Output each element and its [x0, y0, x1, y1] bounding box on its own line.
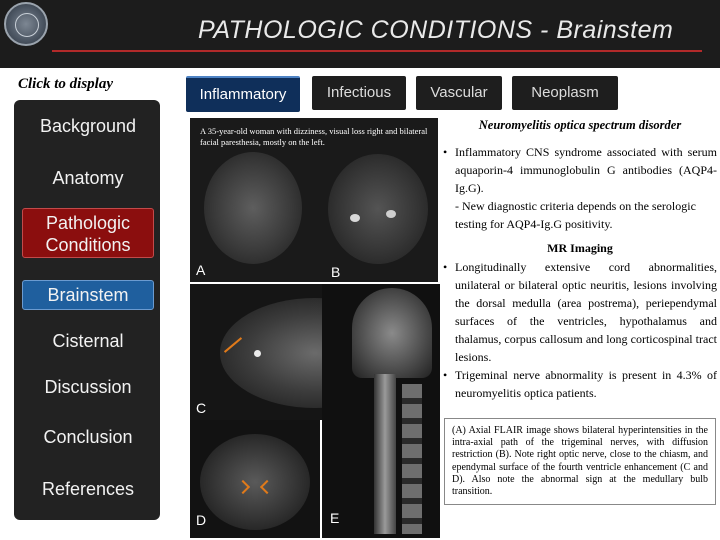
bullet-mri-findings: • Longitudinally extensive cord abnormalities, unilateral or bilateral optic neuritis, lesions involving the dorsal medulla (area postrema), periependymal surfaces of the ventricles, hypothalamus and thalamus, corpus callosum and long corticospinal tract lesions. — [443, 258, 717, 366]
sidebar-item-anatomy[interactable]: Anatomy — [22, 166, 154, 190]
sidebar-item-background[interactable]: Background — [22, 114, 154, 138]
bullet-syndrome: • Inflammatory CNS syndrome associated with serum aquaporin-4 immunoglobulin G antibodies (AQP4-Ig.G). — [443, 143, 717, 197]
institution-logo — [4, 2, 48, 46]
image-label-a: A — [196, 262, 206, 278]
tab-inflammatory[interactable]: Inflammatory — [186, 76, 300, 112]
image-label-c: C — [196, 400, 207, 416]
page-title: PATHOLOGIC CONDITIONS - Brainstem — [198, 16, 674, 44]
sidebar-item-brainstem[interactable]: Brainstem — [22, 280, 154, 310]
title-bar — [0, 0, 720, 68]
sidebar-item-pathologic-conditions[interactable]: Pathologic Conditions — [22, 208, 154, 258]
case-caption: A 35-year-old woman with dizziness, visual loss right and bilateral facial paresthesia, mostly on the left. — [200, 126, 428, 147]
mri-axial-enhanced-panel-d — [190, 420, 320, 538]
sidebar-item-cisternal[interactable]: Cisternal — [22, 328, 154, 354]
tab-neoplasm[interactable]: Neoplasm — [512, 76, 618, 110]
tab-vascular[interactable]: Vascular — [416, 76, 502, 110]
image-label-b: B — [331, 264, 341, 280]
bullet-trigeminal: • Trigeminal nerve abnormality is present in 4.3% of neuromyelitis optica patients. — [443, 366, 717, 402]
image-label-e: E — [330, 510, 340, 526]
figure-caption: (A) Axial FLAIR image shows bilateral hyperintensities in the intra-axial path of the trigeminal nerves, with diffusion restriction (B). Note right optic nerve, close to the chiasm, and ependymal surface of the fourth ventricle enhancement (C and D). Also note the abnormal sign at the medullary bulb transition. — [444, 418, 716, 505]
right-panel — [443, 118, 717, 402]
sidebar-panel — [14, 100, 160, 520]
section-title: Neuromyelitis optica spectrum disorder — [478, 118, 682, 132]
mri-sagittal-panel-e — [322, 284, 440, 538]
mri-heading: MR Imaging — [547, 241, 613, 255]
tab-infectious[interactable]: Infectious — [312, 76, 406, 110]
title-divider — [52, 50, 702, 52]
sidebar-item-discussion[interactable]: Discussion — [22, 374, 154, 400]
sidebar-item-references[interactable]: References — [22, 476, 154, 502]
bullet-criteria: - New diagnostic criteria depends on the serologic testing for AQP4-Ig.G positivity. — [455, 199, 696, 231]
sidebar-item-conclusion[interactable]: Conclusion — [22, 424, 154, 450]
image-label-d: D — [196, 512, 207, 528]
sidebar-prompt: Click to display — [18, 76, 113, 92]
